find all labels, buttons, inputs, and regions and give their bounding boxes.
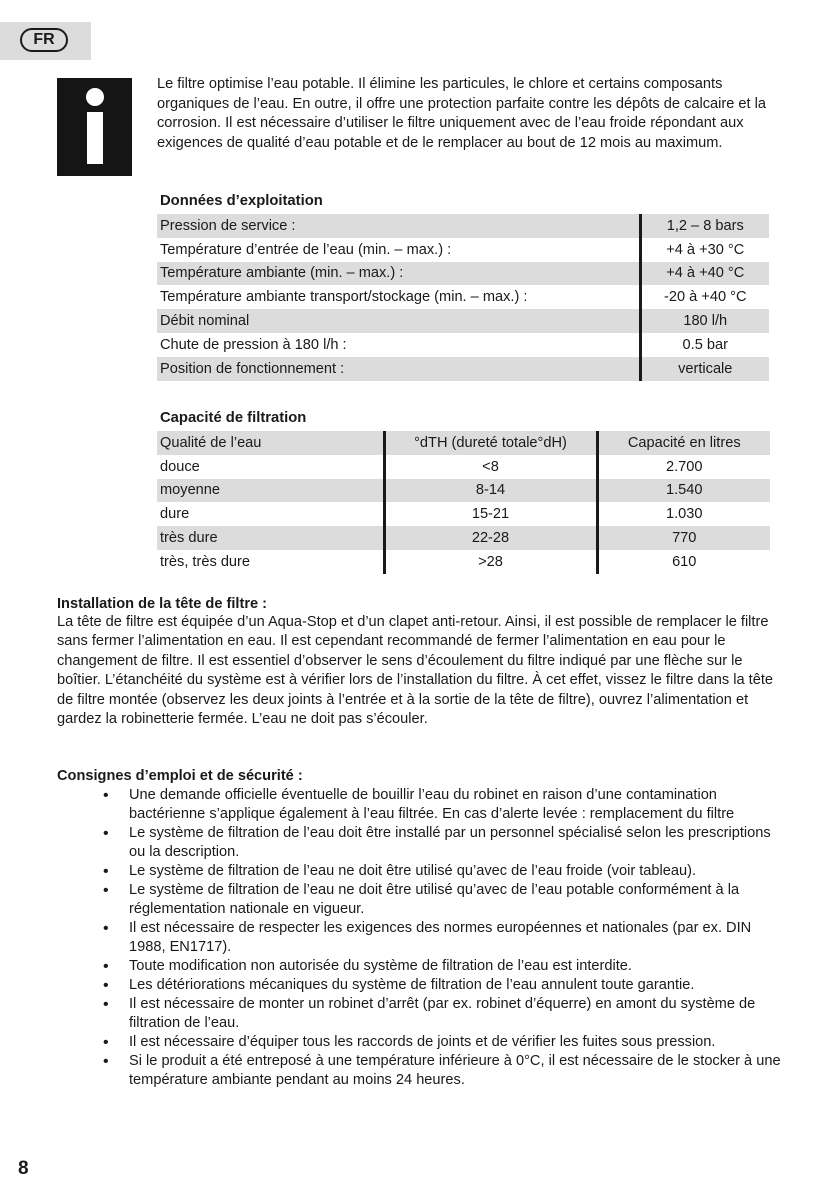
list-item: • Le système de filtration de l’eau ne doit être utilisé qu’avec de l’eau froide (voir tableau).: [100, 862, 790, 881]
list-item: • Le système de filtration de l’eau doit être installé par un personnel spécialisé selon les prescriptions ou la description.: [100, 824, 790, 862]
table-row: [157, 333, 769, 357]
row-label: Position de fonctionnement :: [157, 357, 640, 381]
capacity-cell: 610: [597, 550, 770, 574]
table-row: [157, 357, 769, 381]
row-value: verticale: [640, 357, 769, 381]
capacity-cell: 1.030: [597, 502, 770, 526]
info-icon-stem: [87, 112, 103, 164]
capacity-cell: 770: [597, 526, 770, 550]
row-value: 180 l/h: [640, 309, 769, 333]
row-value: -20 à +40 °C: [640, 285, 769, 309]
row-label: Température ambiante transport/stockage (min. – max.) :: [160, 289, 528, 306]
water-quality-cell: dure: [160, 506, 190, 523]
table-row: [157, 550, 770, 574]
capacity-cell: 1.540: [597, 479, 770, 503]
list-item: • Il est nécessaire d’équiper tous les raccords de joints et de vérifier les fuites sous pression.: [100, 1033, 790, 1052]
row-value: +4 à +30 °C: [640, 238, 769, 262]
row-label: Température d’entrée de l’eau (min. – max.) :: [160, 241, 452, 258]
info-icon: [57, 78, 132, 176]
table-row: [157, 455, 770, 479]
table-row: [157, 238, 769, 262]
table-row: [157, 285, 769, 309]
hardness-cell: <8: [384, 455, 597, 479]
capacity-cell: 2.700: [597, 455, 770, 479]
row-label: Température ambiante (min. – max.) :: [157, 262, 640, 286]
row-value: +4 à +40 °C: [640, 262, 769, 286]
list-item: • Il est nécessaire de respecter les exigences des normes européennes et nationales (par ex. DIN 1988, EN1717).: [100, 919, 790, 957]
operating-data-table: [157, 214, 769, 381]
table-row: [157, 214, 769, 238]
hardness-cell: 15-21: [384, 502, 597, 526]
row-label: Débit nominal: [157, 309, 640, 333]
table-row: [157, 526, 770, 550]
water-quality-cell: très dure: [157, 526, 384, 550]
operating-data-title: Données d’exploitation: [160, 193, 323, 209]
table-row: [157, 502, 770, 526]
column-header: °dTH (dureté totale°dH): [384, 431, 597, 455]
safety-title: Consignes d’emploi et de sécurité :: [57, 768, 303, 784]
row-label: Chute de pression à 180 l/h :: [160, 336, 347, 353]
table-row: [157, 309, 769, 333]
installation-title: Installation de la tête de filtre :: [57, 596, 268, 612]
table-header-row: [157, 431, 770, 455]
language-tab: [0, 22, 91, 60]
list-item: • Toute modification non autorisée du système de filtration de l’eau est interdite.: [100, 957, 790, 976]
column-header: Capacité en litres: [597, 431, 770, 455]
column-header: Qualité de l’eau: [157, 431, 384, 455]
page-number: 8: [18, 1158, 29, 1179]
safety-list: [100, 786, 790, 1090]
hardness-cell: 8-14: [384, 479, 597, 503]
list-item: • Si le produit a été entreposé à une température inférieure à 0°C, il est nécessaire de le stocker à une température ambiante pendant au moins 24 heures.: [100, 1052, 790, 1090]
list-item: • Une demande officielle éventuelle de bouillir l’eau du robinet en raison d’une contamination bactérienne s’applique également à l’eau filtrée. En cas d’alerte levée : remplacement du filtre: [100, 786, 790, 824]
water-quality-cell: moyenne: [157, 479, 384, 503]
installation-paragraph: La tête de filtre est équipée d’un Aqua-Stop et d’un clapet anti-retour. Ainsi, il est possible de remplacer le filtre sans fermer l’alimentation en eau. Il est cependant recommandé de fermer l’alimentation en eau pour le changement de filtre. Il est essentiel d’observer le sens d’écoulement du filtre indiqué par une flèche sur le boîtier. L’étanchéité du système est à vérifier lors de l’installation du filtre. À cet effet, vissez le filtre dans la tête de filtre montée (observez les deux joints à l’entrée et à la sortie de la tête de filtre), ouvrez l’alimentation et gardez la robinetterie fermée. L’eau ne doit pas s’écouler.: [57, 614, 773, 728]
hardness-cell: 22-28: [384, 526, 597, 550]
table-row: [157, 262, 769, 286]
list-item: • Les détériorations mécaniques du système de filtration de l’eau annulent toute garantie.: [100, 976, 790, 995]
row-label: Pression de service :: [157, 214, 640, 238]
list-item: • Le système de filtration de l’eau ne doit être utilisé qu’avec de l’eau potable conformément à la réglementation nationale en vigueur.: [100, 881, 790, 919]
info-icon-dot: [86, 88, 104, 106]
row-value: 1,2 – 8 bars: [640, 214, 769, 238]
hardness-cell: >28: [384, 550, 597, 574]
water-quality-cell: douce: [160, 458, 200, 475]
intro-paragraph: Le filtre optimise l’eau potable. Il élimine les particules, le chlore et certains composants organiques de l’eau. En outre, il offre une protection parfaite contre les dépôts de calcaire et la corrosion. Il est nécessaire d’utiliser le filtre uniquement avec de l’eau froide répondant aux exigences de qualité d’eau potable et de le remplacer au bout de 12 mois au maximum.: [157, 76, 766, 151]
list-item: • Il est nécessaire de monter un robinet d’arrêt (par ex. robinet d’équerre) en amont du système de filtration de l’eau.: [100, 995, 790, 1033]
row-value: 0.5 bar: [640, 333, 769, 357]
water-quality-cell: très, très dure: [160, 553, 251, 570]
table-row: [157, 479, 770, 503]
filter-capacity-table: [157, 431, 770, 574]
filter-capacity-title: Capacité de filtration: [160, 410, 307, 426]
language-badge: FR: [20, 28, 68, 52]
